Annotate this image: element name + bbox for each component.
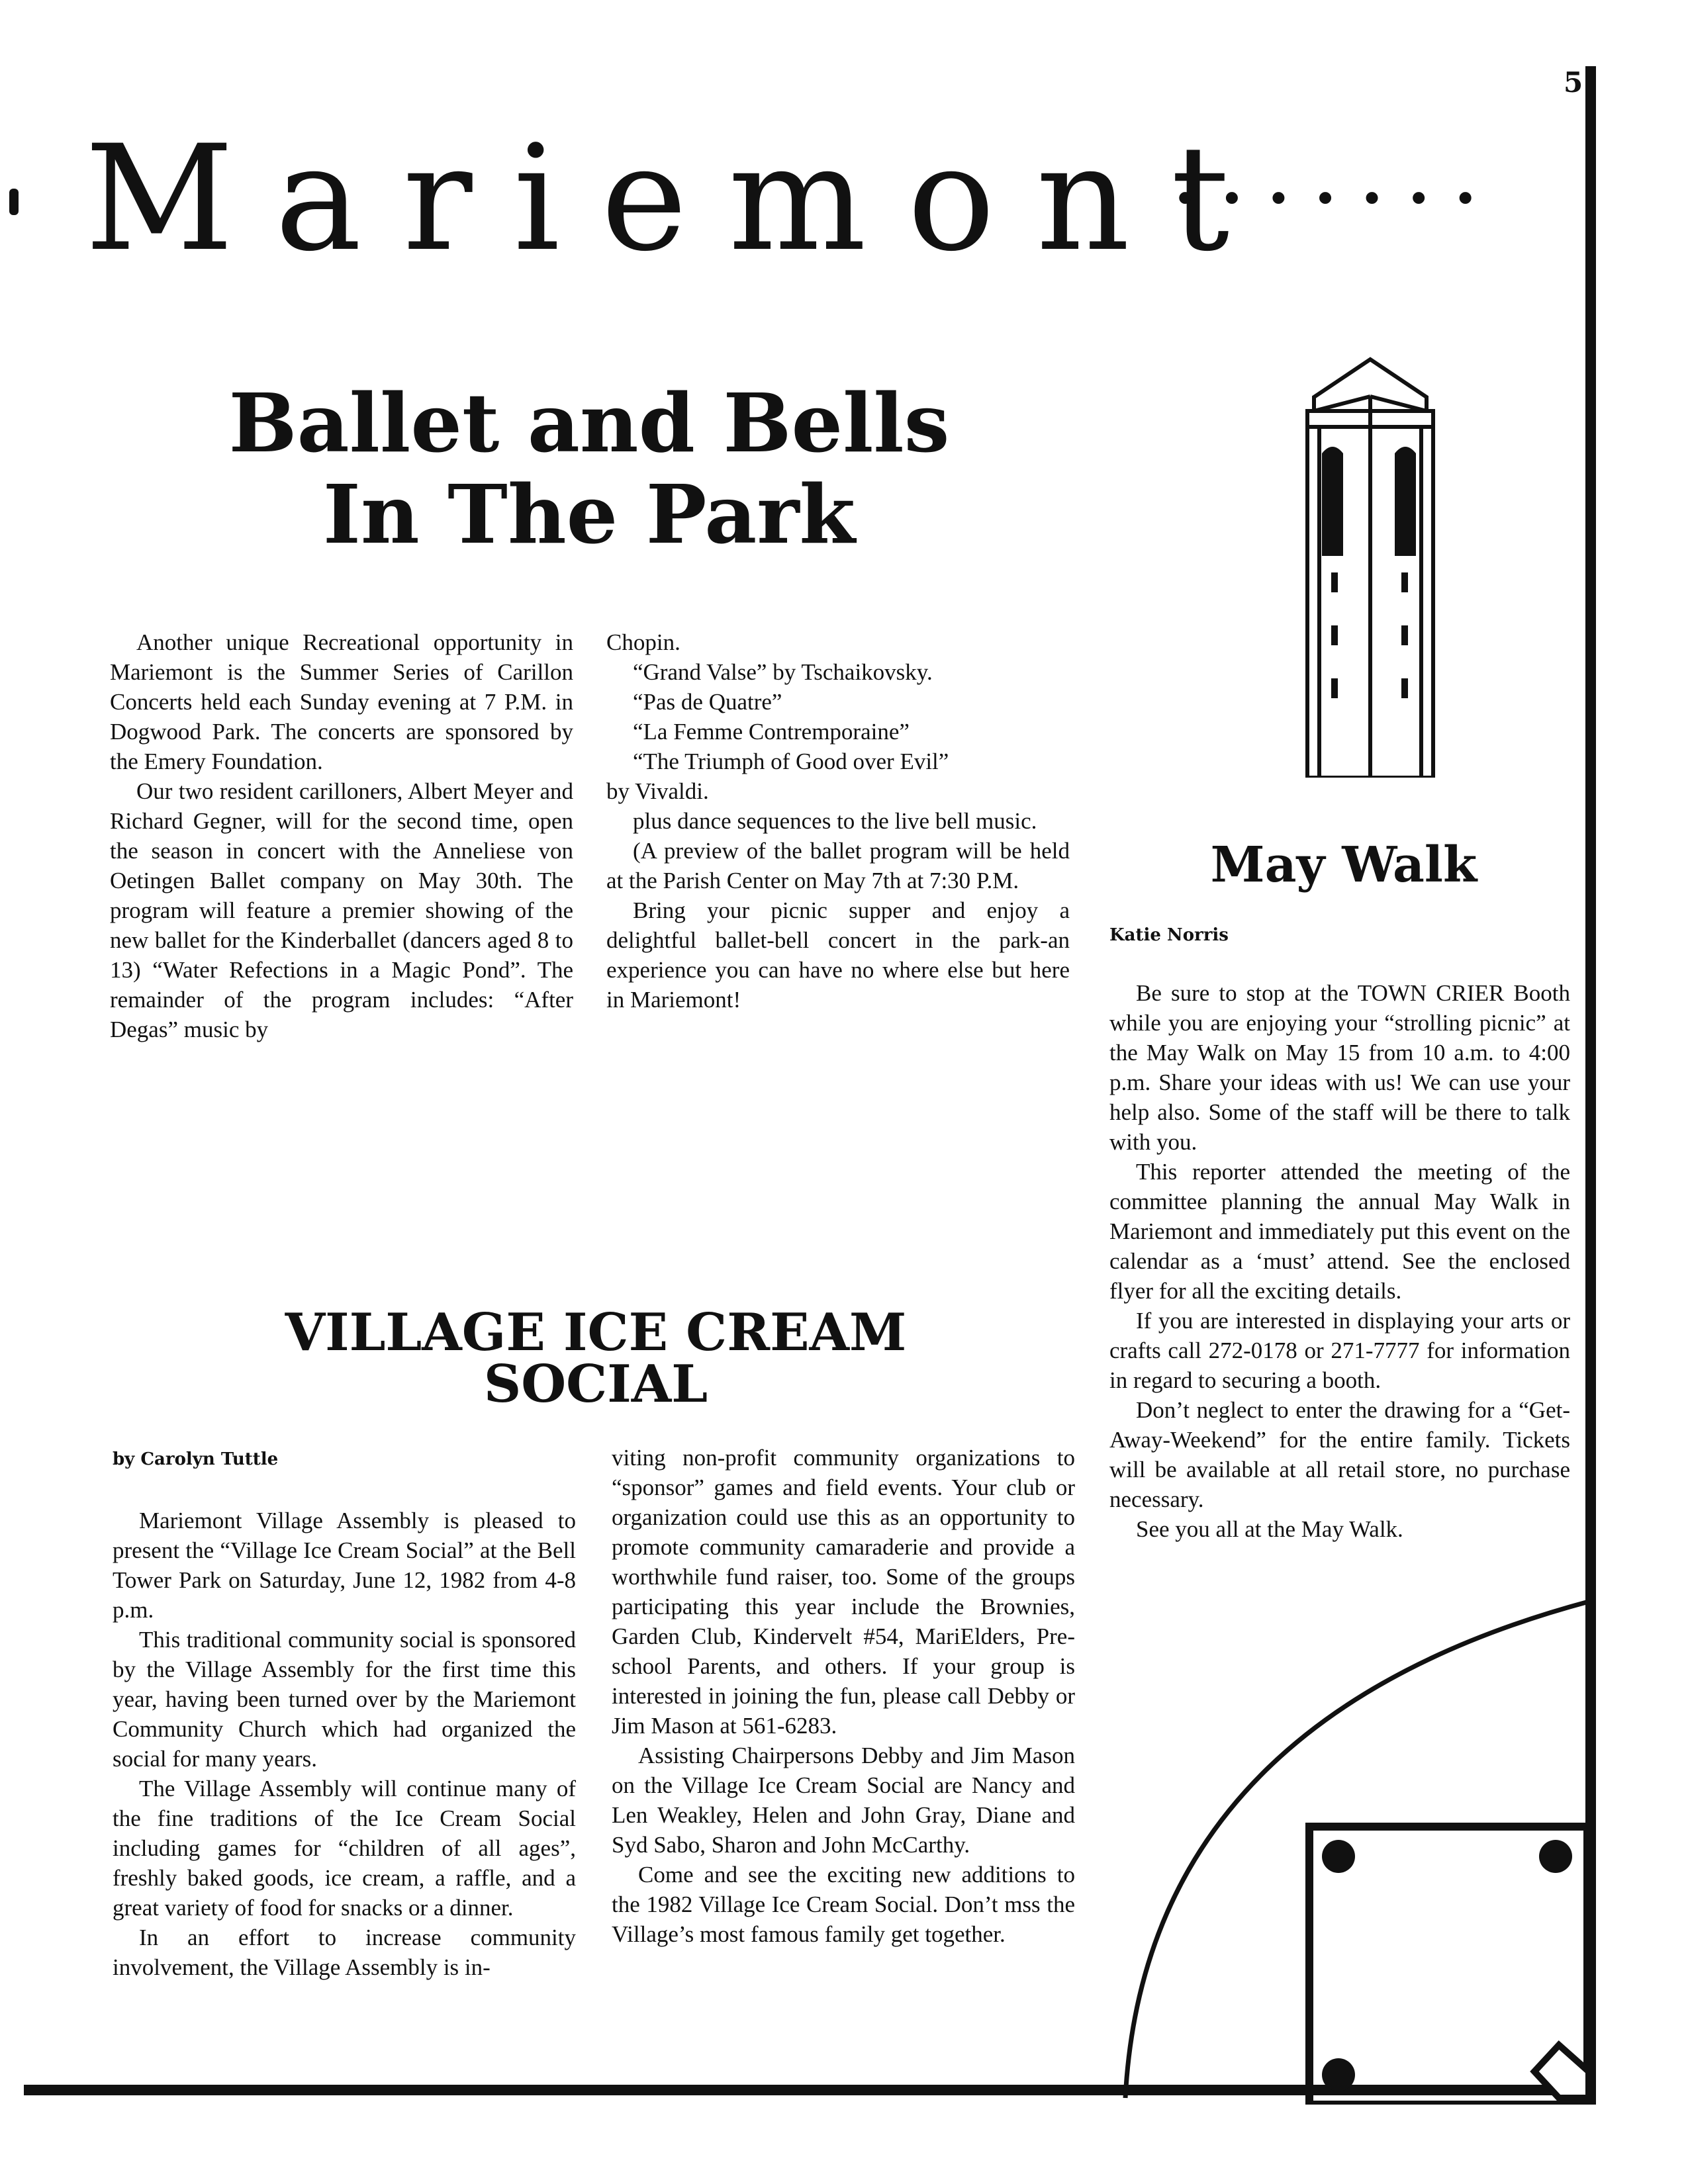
maywalk-byline: Katie Norris [1109, 925, 1229, 945]
icecream-column-1 [113, 1506, 576, 1982]
maywalk-para-5: See you all at the May Walk. [1136, 1516, 1403, 1542]
maywalk-column [1109, 978, 1570, 1544]
icecream-headline: VILLAGE ICE CREAM SOCIAL [285, 1302, 907, 1414]
lead-bullet-mark [9, 189, 19, 215]
ballet-program-item-1: “Grand Valse” by Tschaikovsky. [633, 659, 933, 685]
icecream-col2-para-2: Assisting Chairpersons Debby and Jim Mason on the Village Ice Cream Social are Nancy and Len Weakley, Helen and John Gray, Diane and Syd Sabo, Sharon and John McCarthy. [612, 1743, 1075, 1858]
icecream-col2-para-1: viting non-profit community organizations to “sponsor” games and field events. Your club or organization could use this as an opportunity to promote community camaraderie and provide a worthwhile fund raiser, too. Some of the groups participating this year include the Brownies, Garden Club, Kindervelt #54, MariElders, Pre-school Parents, and others. If your group is interested in joining the fun, please call Debby or Jim Mason at 561-6283. [612, 1445, 1075, 1739]
masthead-dots: ••••••• [1173, 175, 1500, 223]
icecream-byline: by Carolyn Tuttle [113, 1449, 279, 1469]
ballet-headline-line2: In The Park [322, 467, 856, 562]
ballet-col2-para-3: Bring your picnic supper and enjoy a delightful ballet-bell concert in the park-an experience you can have no where else but here in Mariemont! [606, 897, 1070, 1013]
ballet-column-2 [606, 627, 1070, 1015]
ballet-headline-line1: Ballet and Bells [228, 375, 950, 471]
ballet-col1-para-2: Our two resident carilloners, Albert Meyer and Richard Gegner, will for the second time, open the season in concert with the Anneliese von Oetingen Ballet company on May 30th. The program will feature a premier showing of the new ballet for the Kinderballet (dancers aged 8 to 13) “Water Refections in a Magic Pond”. The remainder of the program includes: “After Degas” music by [110, 778, 573, 1042]
maywalk-para-3: If you are interested in displaying your arts or crafts call 272-0178 or 271-7777 for information in regard to securing a booth. [1109, 1308, 1570, 1393]
icecream-col1-para-4: In an effort to increase community involvement, the Village Assembly is in- [113, 1925, 576, 1980]
ballet-col2-after: by Vivaldi. [606, 778, 709, 804]
ballet-column-1 [110, 627, 573, 1044]
icecream-col1-para-2: This traditional community social is sponsored by the Village Assembly for the first time this year, having been turned over by the Mariemont Community Church which had organized the social for many years. [113, 1627, 576, 1772]
ballet-headline [199, 377, 980, 560]
maywalk-para-2: This reporter attended the meeting of the committee planning the annual May Walk in Mariemont and immediately put this event on the calendar as a ‘must’ attend. See the enclosed flyer for all the exciting details. [1109, 1159, 1570, 1304]
ballfield-diamond-decoration [1119, 1522, 1595, 2105]
ballet-col2-para-1: plus dance sequences to the live bell music. [633, 808, 1037, 834]
maywalk-headline: May Walk [1210, 837, 1477, 893]
icecream-column-2 [612, 1443, 1075, 1949]
ballet-col2-para-2: (A preview of the ballet program will be held at the Parish Center on May 7th at 7:30 P.M. [606, 838, 1070, 893]
ballet-program-item-3: “La Femme Contremporaine” [633, 719, 910, 745]
maywalk-para-4: Don’t neglect to enter the drawing for a “Get-Away-Weekend” for the entire family. Tickets will be available at all retail store, no purchase necessary. [1109, 1397, 1570, 1512]
ballet-col2-start: Chopin. [606, 629, 680, 655]
icecream-col1-para-3: The Village Assembly will continue many of the fine traditions of the Ice Cream Social including games for “children of all ages”, freshly baked goods, ice cream, a raffle, and a great variety of food for snacks or a dinner. [113, 1776, 576, 1921]
ballet-program-item-4: “The Triumph of Good over Evil” [633, 749, 949, 774]
masthead-title: Mariemont [85, 114, 1271, 283]
bell-tower-illustration [1281, 354, 1460, 778]
icecream-col2-para-3: Come and see the exciting new additions to the 1982 Village Ice Cream Social. Don’t mss the Village’s most famous family get together. [612, 1862, 1075, 1947]
ballet-program-item-2: “Pas de Quatre” [633, 689, 782, 715]
icecream-col1-para-1: Mariemont Village Assembly is pleased to present the “Village Ice Cream Social” at the Bell Tower Park on Saturday, June 12, 1982 from 4-8 p.m. [113, 1508, 576, 1623]
ballet-col1-para-1: Another unique Recreational opportunity in Mariemont is the Summer Series of Carillon Concerts held each Sunday evening at 7 P.M. in Dogwood Park. The concerts are sponsored by the Emery Foundation. [110, 629, 573, 774]
maywalk-para-1: Be sure to stop at the TOWN CRIER Booth while you are enjoying your “strolling picnic” at the May Walk on May 15 from 10 a.m. to 4:00 p.m. Share your ideas with us! We can use your help also. Some of the staff will be there to talk with you. [1109, 980, 1570, 1155]
page-number: 5 [1564, 66, 1583, 99]
